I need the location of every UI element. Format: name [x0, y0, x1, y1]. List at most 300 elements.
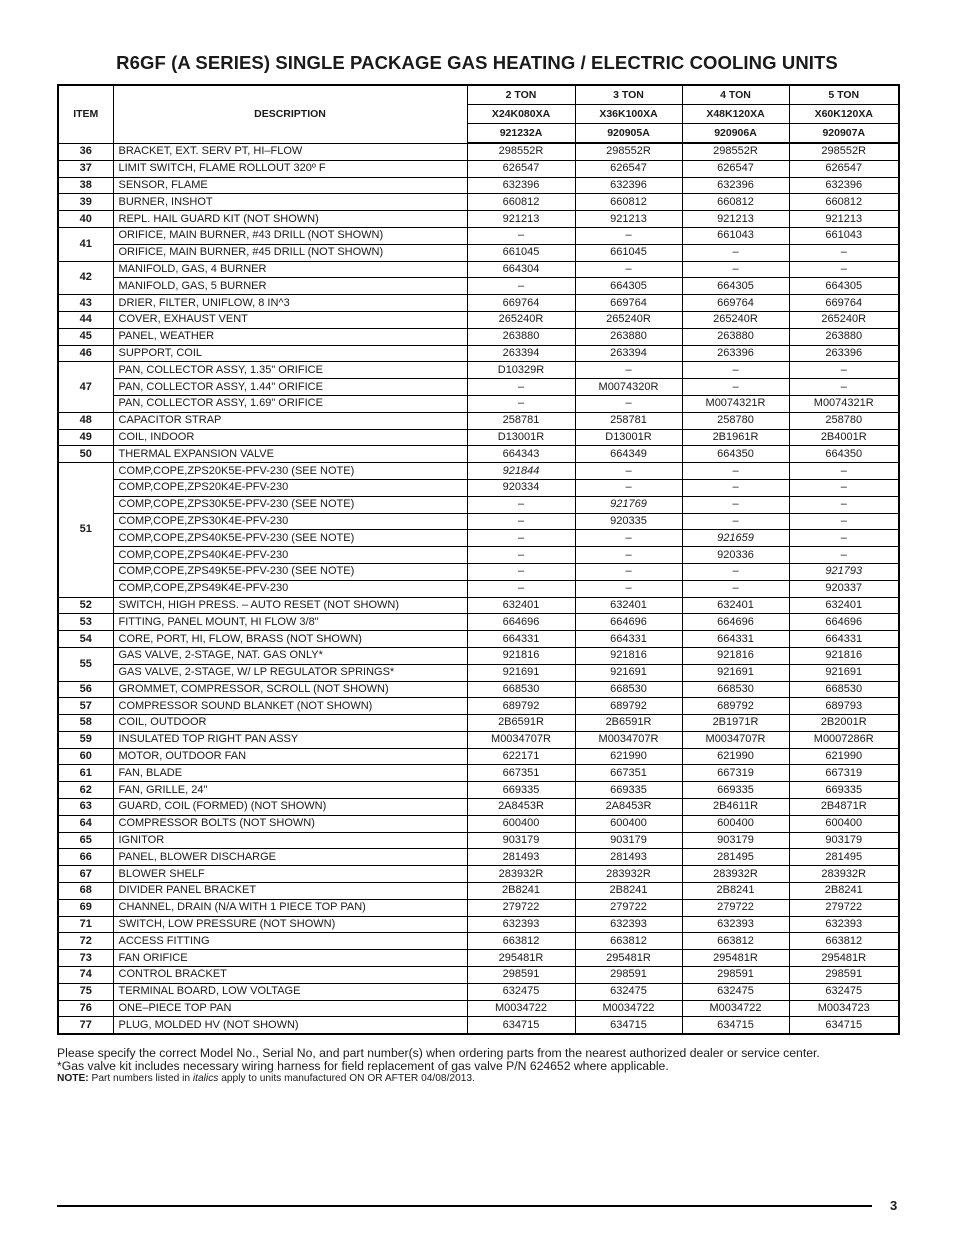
item-number: 76 [58, 1000, 113, 1017]
part-number: 903179 [467, 832, 575, 849]
part-description: COMP,COPE,ZPS40K5E-PFV-230 (SEE NOTE) [113, 530, 467, 547]
part-number: – [789, 261, 899, 278]
item-number: 57 [58, 698, 113, 715]
part-number: 298552R [682, 143, 789, 160]
part-number: 2A8453R [575, 799, 682, 816]
table-row [58, 832, 899, 849]
header-part: 920906A [682, 124, 789, 144]
header-tons: 4 TON [682, 85, 789, 105]
table-row [58, 866, 899, 883]
part-number: 2B6591R [467, 715, 575, 732]
table-row [58, 177, 899, 194]
header-part: 920907A [789, 124, 899, 144]
part-description: COMP,COPE,ZPS40K4E-PFV-230 [113, 547, 467, 564]
part-number: 668530 [682, 681, 789, 698]
part-number: 921844 [467, 463, 575, 480]
part-number: 920335 [575, 513, 682, 530]
part-description: ORIFICE, MAIN BURNER, #43 DRILL (NOT SHOWN) [113, 227, 467, 244]
part-number: M0074321R [682, 395, 789, 412]
part-number: 921816 [575, 647, 682, 664]
part-number: 263396 [682, 345, 789, 362]
part-description: COMP,COPE,ZPS49K4E-PFV-230 [113, 580, 467, 597]
part-description: DIVIDER PANEL BRACKET [113, 883, 467, 900]
part-number: 281495 [682, 849, 789, 866]
table-row [58, 916, 899, 933]
part-description: TERMINAL BOARD, LOW VOLTAGE [113, 983, 467, 1000]
table-row [58, 194, 899, 211]
part-description: GAS VALVE, 2-STAGE, W/ LP REGULATOR SPRINGS* [113, 664, 467, 681]
part-number: – [789, 479, 899, 496]
part-number: 669335 [467, 782, 575, 799]
part-number: 634715 [682, 1017, 789, 1034]
part-description: SENSOR, FLAME [113, 177, 467, 194]
table-row [58, 261, 899, 278]
table-row [58, 715, 899, 732]
header-model: X24K080XA [467, 105, 575, 124]
part-description: LIMIT SWITCH, FLAME ROLLOUT 320º F [113, 160, 467, 177]
part-number: 2B4871R [789, 799, 899, 816]
item-number: 59 [58, 731, 113, 748]
part-number: D10329R [467, 362, 575, 379]
part-number: 263394 [467, 345, 575, 362]
part-number: 634715 [467, 1017, 575, 1034]
item-number: 47 [58, 362, 113, 412]
item-number: 53 [58, 614, 113, 631]
table-row [58, 681, 899, 698]
item-number: 74 [58, 967, 113, 984]
part-number: 2B8241 [682, 883, 789, 900]
part-description: PLUG, MOLDED HV (NOT SHOWN) [113, 1017, 467, 1034]
part-description: GROMMET, COMPRESSOR, SCROLL (NOT SHOWN) [113, 681, 467, 698]
item-number: 61 [58, 765, 113, 782]
part-number: – [789, 530, 899, 547]
part-description: COMP,COPE,ZPS20K5E-PFV-230 (SEE NOTE) [113, 463, 467, 480]
part-description: DRIER, FILTER, UNIFLOW, 8 IN^3 [113, 295, 467, 312]
part-number: 2B8241 [789, 883, 899, 900]
note-text-post: apply to units manufactured ON OR AFTER 04/08/2013. [218, 1073, 475, 1084]
part-number: 661043 [789, 227, 899, 244]
part-number: 664343 [467, 446, 575, 463]
page-title: R6GF (A SERIES) SINGLE PACKAGE GAS HEATING / ELECTRIC COOLING UNITS [116, 52, 838, 73]
part-number: M0034707R [682, 731, 789, 748]
header-tons: 2 TON [467, 85, 575, 105]
table-row [58, 429, 899, 446]
part-number: 667319 [682, 765, 789, 782]
part-number: 621990 [682, 748, 789, 765]
item-number: 65 [58, 832, 113, 849]
part-description: IGNITOR [113, 832, 467, 849]
item-number: 38 [58, 177, 113, 194]
part-description: SWITCH, LOW PRESSURE (NOT SHOWN) [113, 916, 467, 933]
part-number: 664696 [682, 614, 789, 631]
part-number: 2B1961R [682, 429, 789, 446]
part-number: 263880 [575, 328, 682, 345]
part-number: – [682, 379, 789, 396]
table-row [58, 933, 899, 950]
part-number: 632401 [789, 597, 899, 614]
table-row [58, 815, 899, 832]
part-description: SWITCH, HIGH PRESS. – AUTO RESET (NOT SHOWN) [113, 597, 467, 614]
part-number: – [575, 463, 682, 480]
part-number: 664696 [467, 614, 575, 631]
table-row [58, 597, 899, 614]
italics-note [57, 1072, 907, 1086]
part-number: M0074321R [789, 395, 899, 412]
part-number: – [575, 227, 682, 244]
table-row [58, 849, 899, 866]
part-number: – [789, 463, 899, 480]
table-row [58, 446, 899, 463]
part-number: 668530 [467, 681, 575, 698]
table-row [58, 211, 899, 228]
part-number: 664331 [789, 631, 899, 648]
part-number: 281493 [467, 849, 575, 866]
part-description: COVER, EXHAUST VENT [113, 311, 467, 328]
part-number: 903179 [575, 832, 682, 849]
part-description: COIL, INDOOR [113, 429, 467, 446]
part-description: FAN, GRILLE, 24" [113, 782, 467, 799]
item-number: 40 [58, 211, 113, 228]
part-number: 600400 [682, 815, 789, 832]
part-number: D13001R [575, 429, 682, 446]
table-row [58, 647, 899, 664]
part-number: 661045 [467, 244, 575, 261]
part-description: COMP,COPE,ZPS30K4E-PFV-230 [113, 513, 467, 530]
item-number: 71 [58, 916, 113, 933]
part-number: 263880 [682, 328, 789, 345]
part-number: 263396 [789, 345, 899, 362]
part-number: 265240R [789, 311, 899, 328]
part-number: 660812 [789, 194, 899, 211]
part-number: 632396 [789, 177, 899, 194]
table-row [58, 160, 899, 177]
note-text-pre: Part numbers listed in [91, 1073, 193, 1084]
part-number: 921691 [789, 664, 899, 681]
part-number: 669764 [575, 295, 682, 312]
part-number: 660812 [467, 194, 575, 211]
part-number: – [789, 379, 899, 396]
part-number: – [575, 547, 682, 564]
part-description: CAPACITOR STRAP [113, 412, 467, 429]
part-number: 669764 [682, 295, 789, 312]
item-number: 52 [58, 597, 113, 614]
part-number: 921213 [575, 211, 682, 228]
part-number: 632393 [467, 916, 575, 933]
item-number: 58 [58, 715, 113, 732]
part-number: 689793 [789, 698, 899, 715]
part-number: – [682, 362, 789, 379]
part-number: – [789, 362, 899, 379]
part-number: 263880 [467, 328, 575, 345]
part-description: CORE, PORT, HI, FLOW, BRASS (NOT SHOWN) [113, 631, 467, 648]
footer-rule [57, 1205, 872, 1207]
part-number: 903179 [682, 832, 789, 849]
part-number: 2B2001R [789, 715, 899, 732]
part-description: COIL, OUTDOOR [113, 715, 467, 732]
part-description: COMP,COPE,ZPS20K4E-PFV-230 [113, 479, 467, 496]
item-number: 77 [58, 1017, 113, 1034]
header-part: 920905A [575, 124, 682, 144]
part-number: M0034722 [467, 1000, 575, 1017]
part-number: 920336 [682, 547, 789, 564]
part-number: – [682, 244, 789, 261]
part-number: 298591 [467, 967, 575, 984]
part-number: 295481R [682, 950, 789, 967]
table-row [58, 328, 899, 345]
part-number: 283932R [575, 866, 682, 883]
part-number: 295481R [789, 950, 899, 967]
part-number: 632396 [682, 177, 789, 194]
part-number: 632401 [682, 597, 789, 614]
item-number: 50 [58, 446, 113, 463]
part-number: 664349 [575, 446, 682, 463]
part-description: SUPPORT, COIL [113, 345, 467, 362]
part-number: 920334 [467, 479, 575, 496]
table-row [58, 782, 899, 799]
part-number: 265240R [467, 311, 575, 328]
table-row [58, 765, 899, 782]
part-number: 668530 [575, 681, 682, 698]
item-number: 37 [58, 160, 113, 177]
part-number: 664696 [575, 614, 682, 631]
part-number: 258780 [789, 412, 899, 429]
part-description: BURNER, INSHOT [113, 194, 467, 211]
part-number: 921769 [575, 496, 682, 513]
part-number: 2B4611R [682, 799, 789, 816]
part-number: M0034722 [682, 1000, 789, 1017]
part-number: – [467, 278, 575, 295]
part-number: 279722 [682, 899, 789, 916]
item-number: 73 [58, 950, 113, 967]
part-number: 664331 [575, 631, 682, 648]
part-number: 298552R [789, 143, 899, 160]
table-row [58, 799, 899, 816]
part-number: 2B4001R [789, 429, 899, 446]
table-row [58, 513, 899, 530]
page-number: 3 [890, 1198, 898, 1213]
table-row [58, 463, 899, 480]
part-number: 2A8453R [467, 799, 575, 816]
part-number: 622171 [467, 748, 575, 765]
item-number: 63 [58, 799, 113, 816]
part-number: 258781 [575, 412, 682, 429]
part-description: MANIFOLD, GAS, 5 BURNER [113, 278, 467, 295]
part-number: M0034722 [575, 1000, 682, 1017]
part-description: MANIFOLD, GAS, 4 BURNER [113, 261, 467, 278]
part-number: 263880 [789, 328, 899, 345]
header-description: DESCRIPTION [113, 85, 467, 143]
ordering-note: Please specify the correct Model No., Serial No, and part number(s) when ordering parts from the nearest authorized dealer or service center. [57, 1046, 820, 1060]
part-number: – [789, 547, 899, 564]
part-number: 667351 [467, 765, 575, 782]
part-number: 621990 [575, 748, 682, 765]
part-description: GUARD, COIL (FORMED) (NOT SHOWN) [113, 799, 467, 816]
part-number: – [789, 244, 899, 261]
part-number: 279722 [467, 899, 575, 916]
part-number: – [682, 563, 789, 580]
item-number: 69 [58, 899, 113, 916]
item-number: 42 [58, 261, 113, 295]
table-row [58, 395, 899, 412]
part-number: – [575, 362, 682, 379]
part-number: 600400 [789, 815, 899, 832]
part-number: 600400 [575, 815, 682, 832]
part-number: – [575, 530, 682, 547]
part-number: 298552R [467, 143, 575, 160]
note-text-italics: italics [192, 1073, 219, 1084]
item-number: 55 [58, 647, 113, 681]
table-row [58, 899, 899, 916]
part-number: 632475 [575, 983, 682, 1000]
part-number: 632393 [575, 916, 682, 933]
table-row [58, 883, 899, 900]
part-number: – [682, 479, 789, 496]
part-number: 281493 [575, 849, 682, 866]
part-number: 669764 [467, 295, 575, 312]
part-number: 632475 [467, 983, 575, 1000]
part-description: PANEL, WEATHER [113, 328, 467, 345]
table-row [58, 1000, 899, 1017]
part-number: 664350 [789, 446, 899, 463]
part-description: BLOWER SHELF [113, 866, 467, 883]
part-number: – [575, 395, 682, 412]
table-row [58, 967, 899, 984]
table-row [58, 731, 899, 748]
part-number: 295481R [467, 950, 575, 967]
item-number: 72 [58, 933, 113, 950]
part-number: 298591 [789, 967, 899, 984]
part-number: – [467, 496, 575, 513]
table-row [58, 530, 899, 547]
item-number: 46 [58, 345, 113, 362]
header-tons: 5 TON [789, 85, 899, 105]
part-description: PANEL, BLOWER DISCHARGE [113, 849, 467, 866]
gas-valve-note: *Gas valve kit includes necessary wiring harness for field replacement of gas valve P/N 624652 where applicable. [57, 1058, 669, 1073]
table-row [58, 278, 899, 295]
parts-table-header [58, 85, 899, 143]
part-number: 660812 [682, 194, 789, 211]
part-number: 279722 [789, 899, 899, 916]
part-number: 632396 [575, 177, 682, 194]
part-number: – [467, 530, 575, 547]
part-number: 667351 [575, 765, 682, 782]
part-number: 663812 [467, 933, 575, 950]
item-number: 56 [58, 681, 113, 698]
part-number: 258781 [467, 412, 575, 429]
part-number: 921691 [575, 664, 682, 681]
header-model: X60K120XA [789, 105, 899, 124]
part-number: 600400 [467, 815, 575, 832]
item-number: 60 [58, 748, 113, 765]
part-number: 283932R [789, 866, 899, 883]
part-number: 664304 [467, 261, 575, 278]
part-number: – [575, 563, 682, 580]
part-number: 263394 [575, 345, 682, 362]
part-number: M0007286R [789, 731, 899, 748]
part-description: ACCESS FITTING [113, 933, 467, 950]
part-number: M0074320R [575, 379, 682, 396]
item-number: 68 [58, 883, 113, 900]
part-number: 281495 [789, 849, 899, 866]
item-number: 41 [58, 227, 113, 261]
table-row [58, 479, 899, 496]
parts-table [57, 84, 900, 1035]
part-number: 921213 [789, 211, 899, 228]
part-description: FAN, BLADE [113, 765, 467, 782]
item-number: 48 [58, 412, 113, 429]
part-number: 661043 [682, 227, 789, 244]
item-number: 54 [58, 631, 113, 648]
part-number: 669335 [682, 782, 789, 799]
part-number: 664696 [789, 614, 899, 631]
table-row [58, 362, 899, 379]
part-number: 664305 [682, 278, 789, 295]
item-number: 62 [58, 782, 113, 799]
table-row [58, 950, 899, 967]
part-number: 660812 [575, 194, 682, 211]
part-number: 626547 [789, 160, 899, 177]
table-row [58, 547, 899, 564]
table-row [58, 580, 899, 597]
part-number: M0034723 [789, 1000, 899, 1017]
table-row [58, 295, 899, 312]
part-number: 664305 [575, 278, 682, 295]
part-number: M0034707R [467, 731, 575, 748]
item-number: 43 [58, 295, 113, 312]
part-number: 295481R [575, 950, 682, 967]
part-number: 903179 [789, 832, 899, 849]
part-number: 258780 [682, 412, 789, 429]
part-number: – [575, 479, 682, 496]
part-number: – [682, 580, 789, 597]
item-number: 67 [58, 866, 113, 883]
part-number: 626547 [467, 160, 575, 177]
part-number: 663812 [789, 933, 899, 950]
part-number: 667319 [789, 765, 899, 782]
part-description: CHANNEL, DRAIN (N/A WITH 1 PIECE TOP PAN) [113, 899, 467, 916]
part-number: 664350 [682, 446, 789, 463]
table-row [58, 227, 899, 244]
part-description: FITTING, PANEL MOUNT, HI FLOW 3/8" [113, 614, 467, 631]
part-number: 298552R [575, 143, 682, 160]
part-number: 265240R [682, 311, 789, 328]
table-row [58, 244, 899, 261]
part-number: – [575, 580, 682, 597]
part-number: 632393 [682, 916, 789, 933]
part-number: – [467, 563, 575, 580]
part-number: 921691 [467, 664, 575, 681]
part-number: 689792 [467, 698, 575, 715]
part-number: 283932R [682, 866, 789, 883]
part-description: PAN, COLLECTOR ASSY, 1.44" ORIFICE [113, 379, 467, 396]
part-description: ORIFICE, MAIN BURNER, #45 DRILL (NOT SHOWN) [113, 244, 467, 261]
part-number: 664331 [467, 631, 575, 648]
part-number: 664305 [789, 278, 899, 295]
table-row [58, 345, 899, 362]
table-row [58, 311, 899, 328]
item-number: 36 [58, 143, 113, 160]
part-description: PAN, COLLECTOR ASSY, 1.69" ORIFICE [113, 395, 467, 412]
part-description: MOTOR, OUTDOOR FAN [113, 748, 467, 765]
part-number: – [682, 463, 789, 480]
part-number: – [467, 395, 575, 412]
part-number: – [682, 496, 789, 513]
part-number: – [467, 513, 575, 530]
part-description: ONE–PIECE TOP PAN [113, 1000, 467, 1017]
item-number: 66 [58, 849, 113, 866]
part-number: – [575, 261, 682, 278]
parts-table-body [58, 143, 899, 1034]
